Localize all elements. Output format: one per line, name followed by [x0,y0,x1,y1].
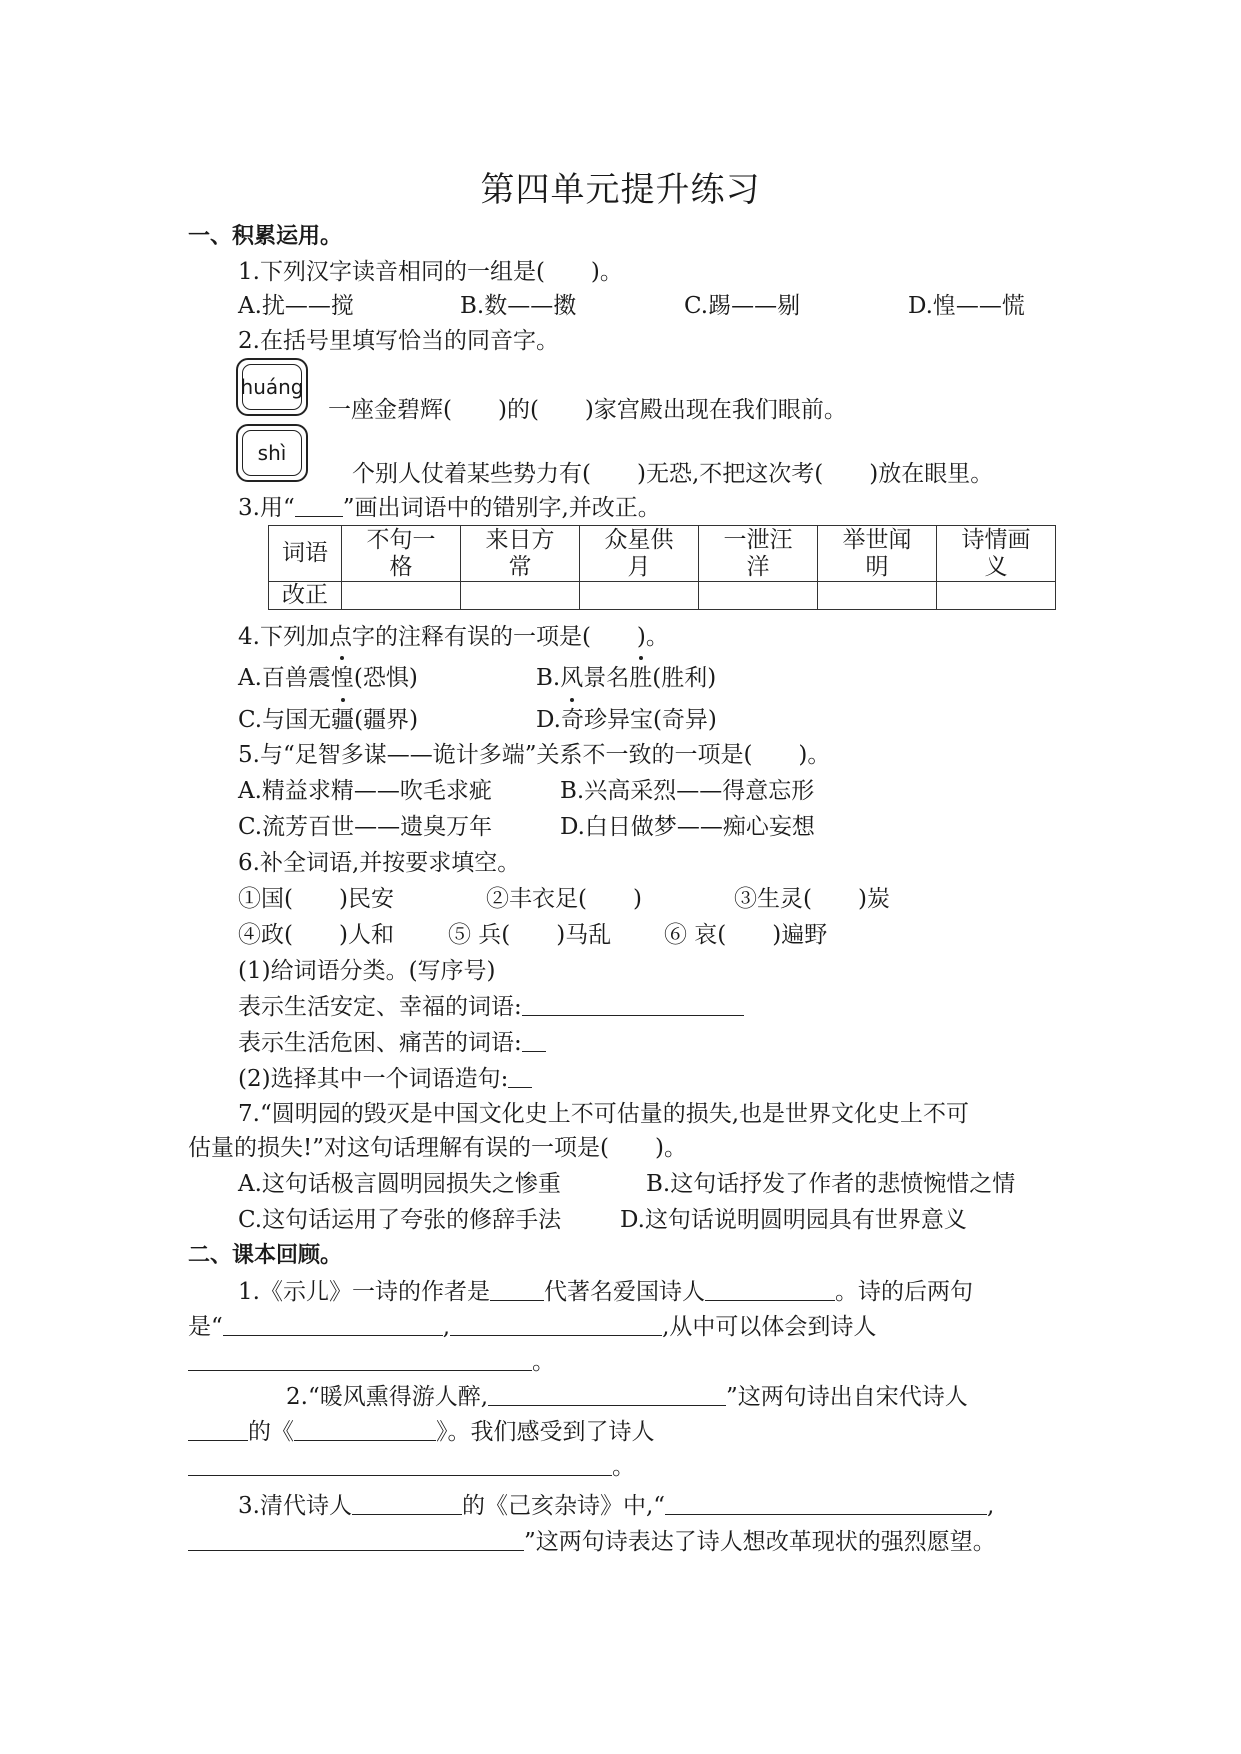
r2-feeling-blank[interactable] [188,1453,612,1476]
r1-text-g: 。 [532,1349,555,1375]
r3-text-c: , [987,1493,995,1519]
q2-stem: 2.在括号里填写恰当的同音字。 [238,328,559,354]
table-row [269,526,1056,582]
word-bottom: 格 [389,553,413,580]
q1-option-b: B.数——擞 [460,293,577,319]
answer-cell[interactable] [818,582,937,610]
word-bottom: 常 [508,553,532,580]
answer-cell[interactable] [580,582,699,610]
word-top: 一泄汪 [723,526,793,553]
word-bottom: 义 [984,553,1008,580]
r1-text-f: ,从中可以体会到诗人 [662,1314,877,1340]
r1-feeling-blank[interactable] [188,1348,532,1371]
q7-option-c: C.这句话运用了夸张的修辞手法 [238,1207,562,1233]
r1-line-2 [188,1312,876,1342]
answer-cell[interactable] [461,582,580,610]
q6-happy-label: 表示生活安定、幸福的词语: [238,994,522,1020]
q4-option-c [238,705,418,735]
q5-option-b: B.兴高采烈——得意忘形 [560,778,815,804]
q2-line-1: 一座金碧辉( )的( )家宫殿出现在我们眼前。 [328,397,847,423]
q7-option-a: A.这句话极言圆明园损失之惨重 [238,1171,561,1197]
word-cell [461,526,580,582]
q4-d-gloss: 珍异宝(奇异) [583,707,717,733]
q4-c-gloss: (疆界) [354,707,419,733]
q6-stem: 6.补全词语,并按要求填空。 [238,850,521,876]
q3-underline-sample [295,494,343,517]
q6-sentence-blank[interactable] [508,1065,532,1088]
answer-cell[interactable] [342,582,461,610]
q2-line-2: 个别人仗着某些势力有( )无恐,不把这次考( )放在眼里。 [352,461,994,487]
r2-title-blank[interactable] [294,1418,436,1441]
section-heading-1: 一、积累运用。 [188,224,343,249]
r2-text-c: 的《 [248,1419,294,1445]
word-bottom: 洋 [746,553,770,580]
r3-verse-blank-2[interactable] [188,1528,524,1551]
q6-item-5: ⑤ 兵( )马乱 [448,922,612,948]
word-top: 来日方 [485,526,555,553]
pinyin-box-huang [236,358,308,416]
q6-hard-line [238,1028,546,1058]
q4-b-gloss: (胜利) [652,665,717,691]
r1-text-d: 是“ [188,1314,223,1340]
q7-line-2: 估量的损失!”对这句话理解有误的一项是( )。 [188,1135,687,1161]
word-cell [580,526,699,582]
q4-a-gloss: (恐惧) [353,665,418,691]
pinyin-huang: huáng [242,364,302,410]
q6-item-6: ⑥ 哀( )遍野 [664,922,828,948]
r1-text-a: 1.《示儿》一诗的作者是 [238,1279,490,1305]
section-heading-2: 二、课本回顾。 [188,1243,343,1268]
r3-text-a: 3.清代诗人 [238,1493,352,1519]
q5-stem: 5.与“足智多谋——诡计多端”关系不一致的一项是( )。 [238,742,831,768]
word-cell [342,526,461,582]
q7-line-1: 7.“圆明园的毁灭是中国文化史上不可估量的损失,也是世界文化史上不可 [238,1101,970,1127]
r2-line-1 [286,1382,968,1412]
r3-line-1 [238,1491,994,1521]
r2-text-d: 》。我们感受到了诗人 [436,1419,655,1445]
q4-a-text: A.百兽震 [238,665,331,691]
q3-stem-a: 3.用“ [238,495,295,521]
r3-line-2 [188,1527,996,1557]
q1-option-c: C.踢——剔 [684,293,801,319]
r1-line-3 [188,1347,555,1377]
q4-option-d [536,705,717,735]
pinyin-shi: shì [242,430,302,476]
q7-option-b: B.这句话抒发了作者的悲愤惋惜之情 [646,1171,1016,1197]
answer-cell[interactable] [937,582,1056,610]
q6-happy-blank[interactable] [522,993,744,1016]
r1-text-b: 代著名爱国诗人 [543,1279,705,1305]
q6-sub2-line [238,1064,532,1094]
q6-sub1: (1)给词语分类。(写序号) [238,958,496,984]
word-bottom: 明 [865,553,889,580]
q3-stem-b: ”画出词语中的错别字,并改正。 [342,495,661,521]
r1-poet-blank[interactable] [705,1278,835,1301]
table-row [269,582,1056,610]
q4-option-a [238,663,418,693]
word-cell [699,526,818,582]
q4-a-dotted-char: 惶 [330,665,354,691]
r2-line-3 [188,1452,635,1482]
q7-option-d: D.这句话说明圆明园具有世界意义 [620,1207,967,1233]
table-row-label: 改正 [269,582,342,610]
q4-stem: 4.下列加点字的注释有误的一项是( )。 [238,624,669,650]
q1-option-a: A.扰——搅 [238,293,354,319]
word-top: 不句一 [366,526,436,553]
table-header-label: 词语 [269,526,342,582]
q6-hard-blank[interactable] [522,1029,546,1052]
r2-text-e: 。 [612,1454,635,1480]
r3-text-b: 的《己亥杂诗》中,“ [461,1493,666,1519]
q6-item-1: ①国( )民安 [238,886,394,912]
q6-sub2-label: (2)选择其中一个词语造句: [238,1066,509,1092]
r1-verse-blank-2[interactable] [450,1313,662,1336]
q3-stem [238,493,661,523]
r3-verse-blank-1[interactable] [665,1492,987,1515]
r1-line-1 [238,1277,973,1307]
q4-b-text: B.风景名 [536,665,630,691]
r2-text-b: ”这两句诗出自宋代诗人 [726,1384,968,1410]
r3-text-d: ”这两句诗表达了诗人想改革现状的强烈愿望。 [524,1529,996,1555]
word-cell [937,526,1056,582]
r2-poet-blank[interactable] [188,1418,248,1441]
q5-option-c: C.流芳百世——遗臭万年 [238,814,493,840]
r3-poet-blank[interactable] [352,1492,462,1515]
word-top: 众星供 [604,526,674,553]
r2-text-a: 2.“暖风熏得游人醉, [286,1384,489,1410]
q1-stem: 1.下列汉字读音相同的一组是( )。 [238,259,623,285]
q4-c-dotted-char: 疆 [331,707,355,733]
q4-option-b [536,663,716,693]
q5-option-d: D.白日做梦——痴心妄想 [560,814,815,840]
q4-c-text: C.与国无 [238,707,332,733]
q6-item-3: ③生灵( )炭 [734,886,890,912]
q6-happy-line [238,992,744,1022]
word-top: 诗情画 [961,526,1031,553]
word-top: 举世闻 [842,526,912,553]
q4-d-text: D. [536,707,561,733]
r1-text-c: 。诗的后两句 [834,1279,973,1305]
q6-hard-label: 表示生活危困、痛苦的词语: [238,1030,522,1056]
word-cell [818,526,937,582]
q4-d-dotted-char: 奇 [560,707,584,733]
r1-verse-blank-1[interactable] [223,1313,443,1336]
q5-option-a: A.精益求精——吹毛求疵 [238,778,492,804]
q4-b-dotted-char: 胜 [629,665,653,691]
r2-line-2 [188,1417,655,1447]
q1-option-d: D.惶——慌 [908,293,1025,319]
q6-item-4: ④政( )人和 [238,922,394,948]
r1-dynasty-blank[interactable] [490,1278,544,1301]
page-title: 第四单元提升练习 [480,170,761,210]
q6-item-2: ②丰衣足( ) [486,886,642,912]
word-bottom: 月 [627,553,651,580]
r1-text-e: , [442,1314,451,1340]
pinyin-box-shi [236,424,308,482]
r2-verse-blank[interactable] [488,1383,726,1406]
correction-table [268,525,1056,610]
answer-cell[interactable] [699,582,818,610]
